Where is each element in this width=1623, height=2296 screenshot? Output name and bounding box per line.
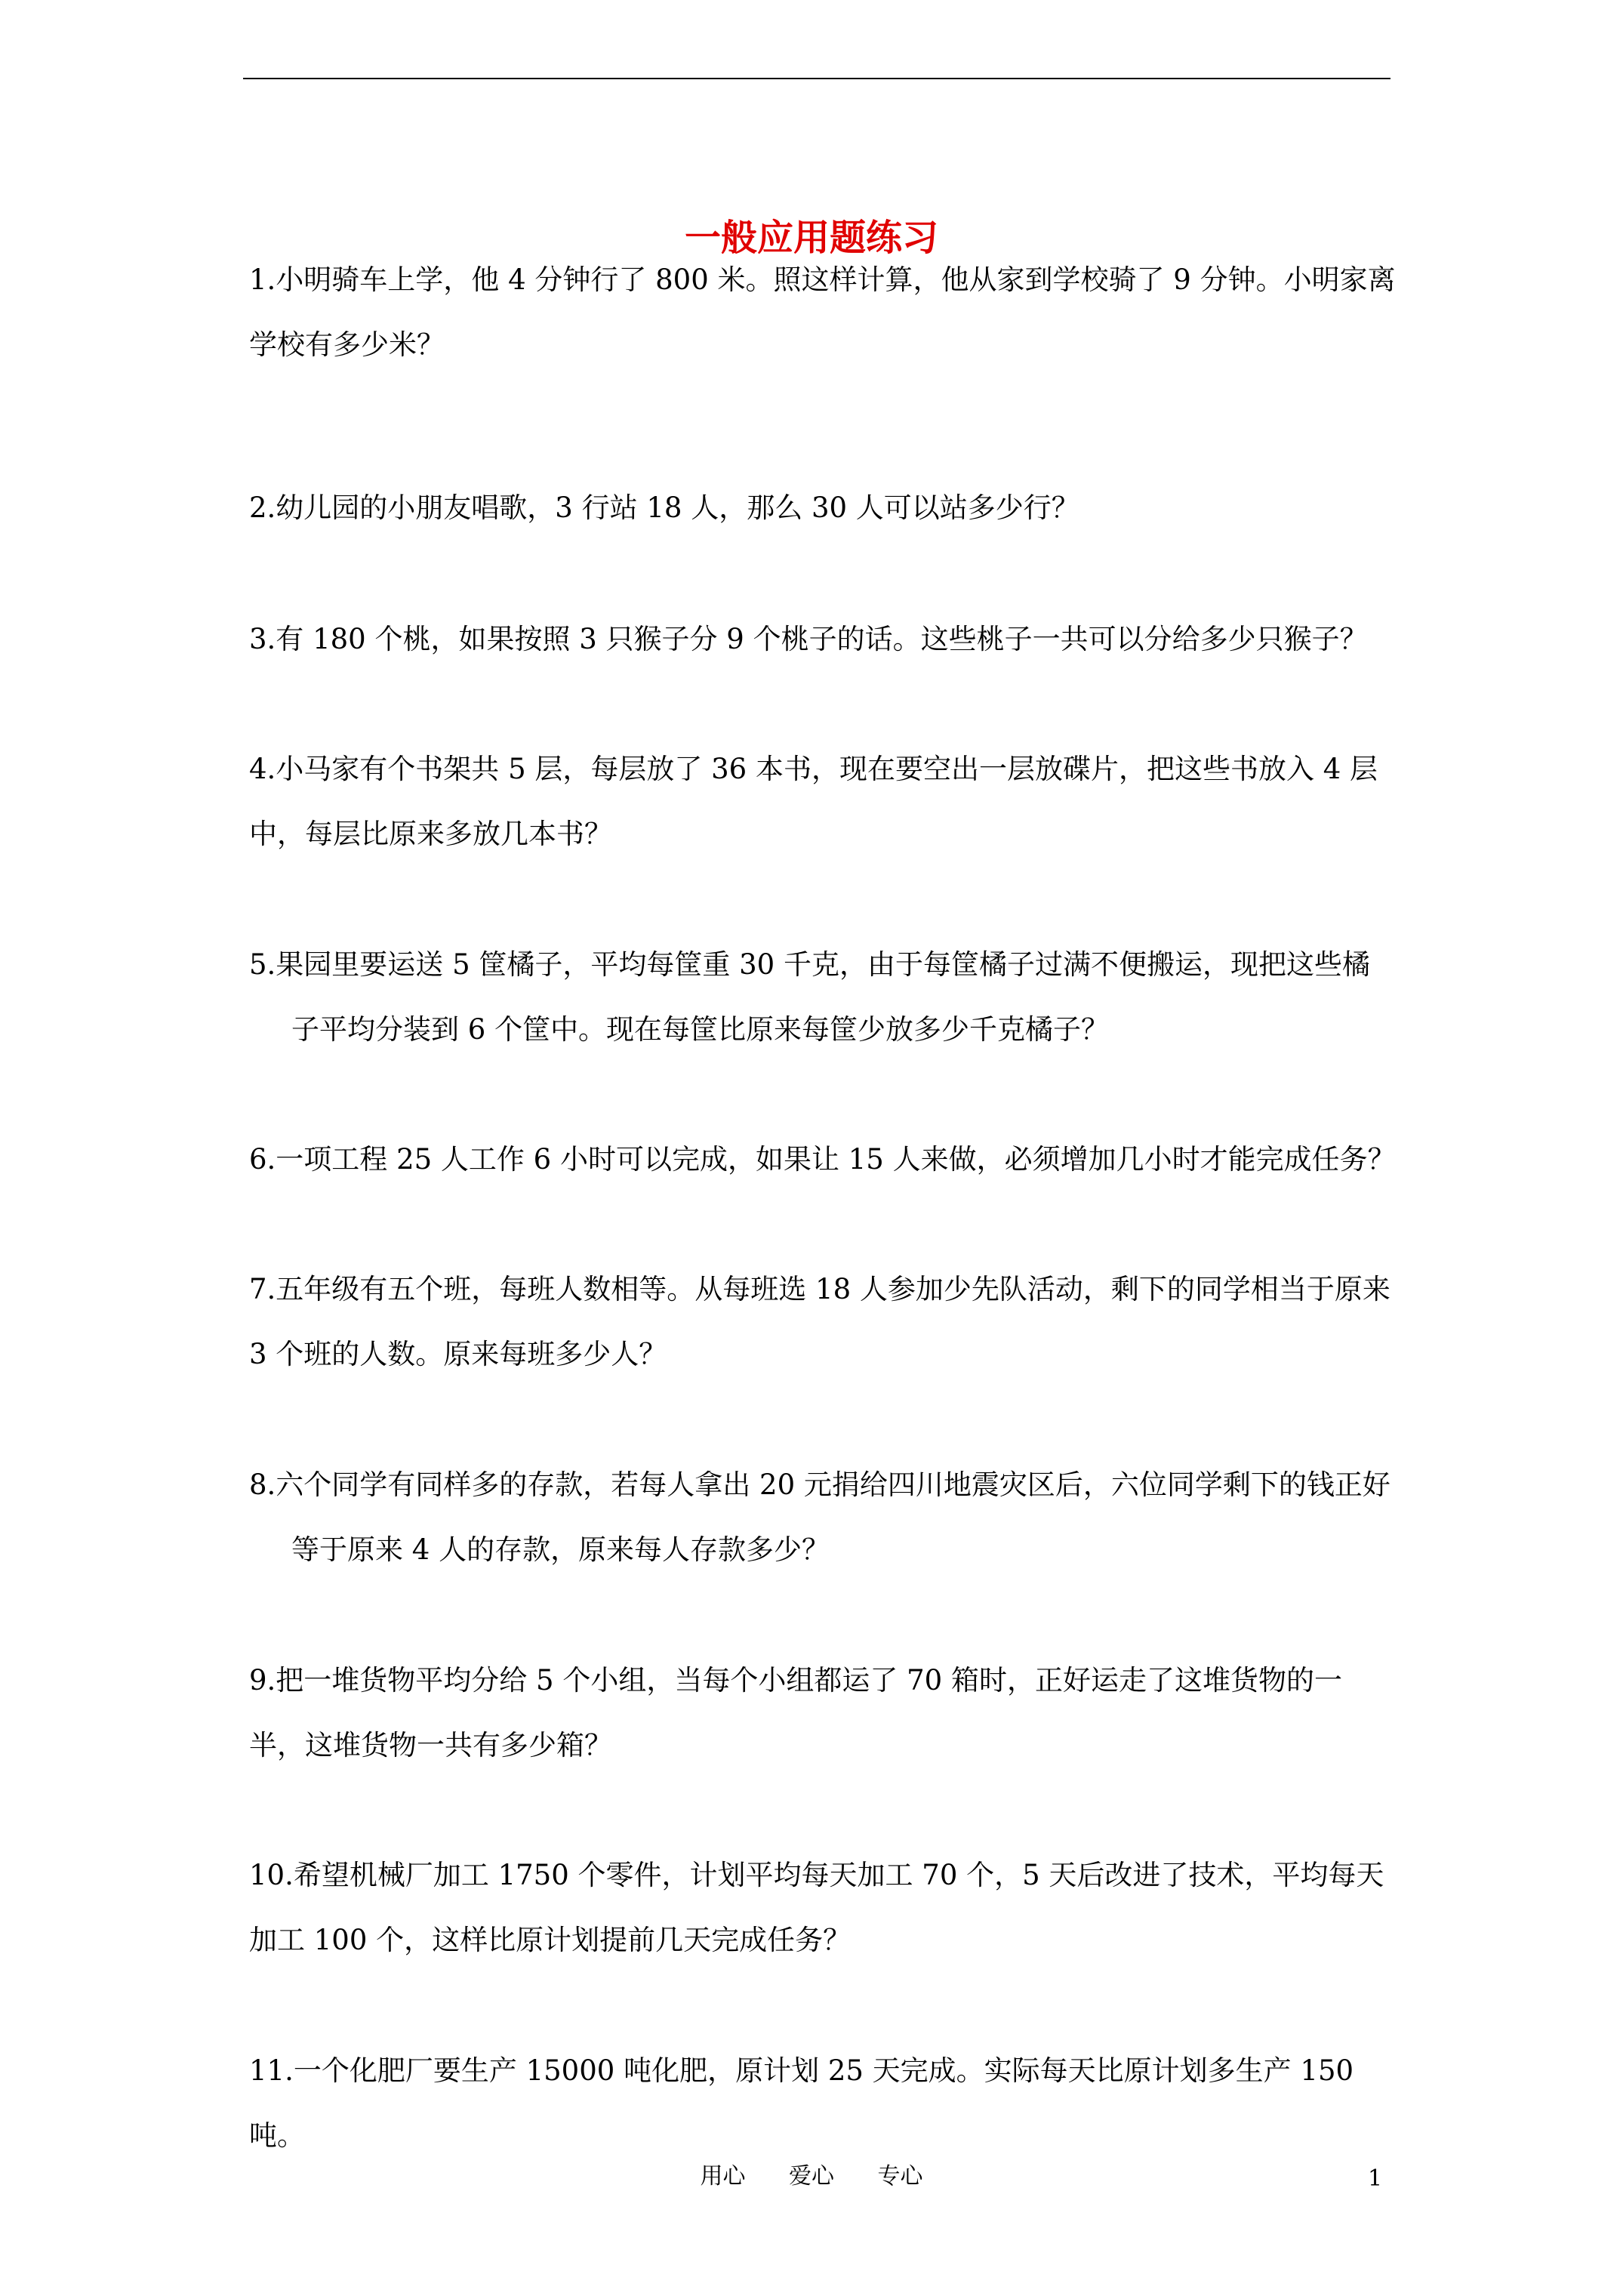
question-11: 11.一个化肥厂要生产 15000 吨化肥，原计划 25 天完成。实际每天比原计划多生产 150 吨。 (249, 2054, 1354, 2152)
header-rule (243, 78, 1390, 79)
page-number: 1 (1368, 2165, 1383, 2192)
question-8: 8.六个同学有同样多的存款，若每人拿出 20 元捐给四川地震灾区后，六位同学剩下的钱正好等于原来 4 人的存款，原来每人存款多少？ (249, 1469, 1390, 1566)
question-9: 9.把一堆货物平均分给 5 个小组，当每个小组都运了 70 箱时，正好运走了这堆货物的一半，这堆货物一共有多少箱？ (249, 1664, 1342, 1761)
question-10: 10.希望机械厂加工 1750 个零件，计划平均每天加工 70 个，5 天后改进了技术，平均每天加工 100 个，这样比原计划提前几天完成任务？ (249, 1859, 1384, 1956)
question-2: 2.幼儿园的小朋友唱歌，3 行站 18 人，那么 30 人可以站多少行？ (249, 492, 1079, 524)
question-3: 3.有 180 个桃，如果按照 3 只猴子分 9 个桃子的话。这些桃子一共可以分给多少只猴子？ (249, 623, 1368, 655)
page-title: 一般应用题练习 (684, 217, 938, 259)
question-7: 7.五年级有五个班，每班人数相等。从每班选 18 人参加少先队活动，剩下的同学相当于原来 3 个班的人数。原来每班多少人？ (249, 1273, 1390, 1370)
footer-slogan: 用心 爱心 专心 (700, 2163, 923, 2190)
question-4: 4.小马家有个书架共 5 层，每层放了 36 本书，现在要空出一层放碟片，把这些书放入 4 层中，每层比原来多放几本书？ (249, 753, 1378, 850)
question-6: 6.一项工程 25 人工作 6 小时可以完成，如果让 15 人来做，必须增加几小时才能完成任务？ (249, 1143, 1396, 1176)
question-5: 5.果园里要运送 5 筐橘子，平均每筐重 30 千克，由于每筐橘子过满不便搬运，现把这些橘子平均分装到 6 个筐中。现在每筐比原来每筐少放多少千克橘子？ (249, 948, 1370, 1046)
question-1: 1.小明骑车上学，他 4 分钟行了 800 米。照这样计算，他从家到学校骑了 9 分钟。小明家离学校有多少米？ (249, 264, 1396, 361)
